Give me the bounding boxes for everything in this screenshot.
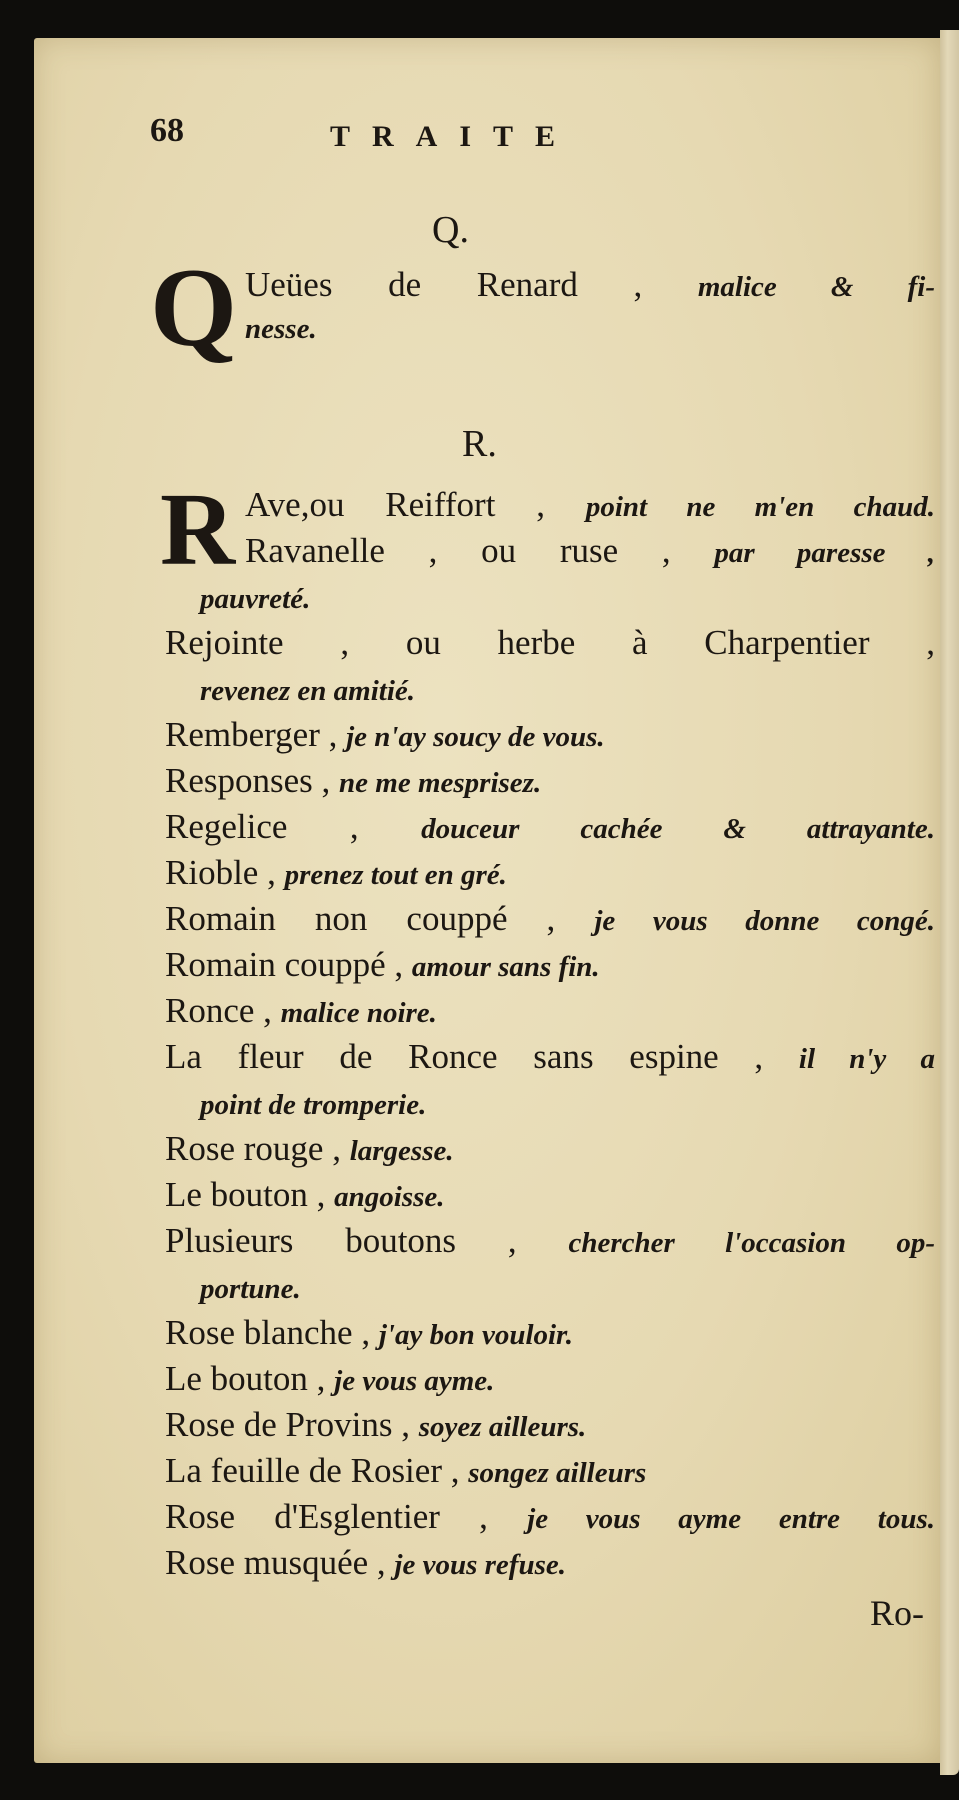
entry-meaning: par paresse ,	[714, 537, 936, 569]
entry-meaning: largesse.	[349, 1135, 454, 1167]
entry-meaning: je vous ayme entre tous.	[527, 1503, 936, 1535]
entry-plant-name: Rose de Provins ,	[165, 1405, 419, 1444]
entry-meaning: je vous ayme.	[334, 1365, 495, 1397]
entry-line	[165, 712, 935, 760]
entry-plant-name: Responses ,	[165, 761, 340, 800]
entry-line	[200, 666, 700, 714]
entry-line	[165, 988, 935, 1036]
entry-line	[165, 1448, 935, 1496]
entry-meaning: point de tromperie.	[200, 1089, 427, 1121]
entry-plant-name: Ueües de Renard ,	[245, 265, 698, 304]
entry-meaning: je n'ay soucy de vous.	[346, 721, 605, 753]
entry-plant-name: Le bouton ,	[165, 1359, 335, 1398]
entry-plant-name: Le bouton ,	[165, 1175, 335, 1214]
entry-line	[165, 1034, 935, 1082]
entry-line	[245, 262, 935, 310]
entry-meaning: angoisse.	[334, 1181, 445, 1213]
entry-meaning: nesse.	[245, 313, 317, 345]
entry-meaning: prenez tout en gré.	[284, 859, 507, 891]
page-number: 68	[150, 112, 184, 149]
entry-line	[200, 1264, 500, 1312]
entry-meaning: malice & fi-	[697, 271, 935, 303]
entry-meaning: je vous donne congé.	[594, 905, 936, 937]
section-heading-r: R.	[462, 423, 497, 465]
entry-meaning: chercher l'occasion op-	[568, 1227, 935, 1259]
entry-line	[165, 758, 935, 806]
entry-line	[165, 1540, 935, 1588]
entry-line	[165, 1310, 935, 1358]
entry-line	[165, 1218, 935, 1266]
entry-plant-name: La fleur de Ronce sans espine ,	[165, 1037, 799, 1076]
entry-meaning: soyez ailleurs.	[418, 1411, 587, 1443]
entry-line	[165, 1126, 935, 1174]
entry-meaning: pauvreté.	[200, 583, 311, 615]
next-page-edge	[940, 30, 959, 1775]
entry-plant-name: Ave,ou Reiffort ,	[245, 485, 586, 524]
entry-plant-name: Remberger ,	[165, 715, 347, 754]
entry-plant-name: Rejointe , ou herbe à Charpentier ,	[165, 623, 935, 662]
entry-line	[200, 1080, 700, 1128]
entry-meaning: il n'y a	[798, 1043, 936, 1075]
entry-plant-name: Ravanelle , ou ruse ,	[245, 531, 715, 570]
entry-meaning: revenez en amitié.	[200, 675, 416, 707]
drop-cap-q: Q	[150, 246, 238, 370]
entry-line	[165, 1356, 935, 1404]
entry-meaning: ne me mesprisez.	[339, 767, 542, 799]
entry-line	[165, 804, 935, 852]
entry-meaning: je vous refuse.	[394, 1549, 566, 1581]
entry-line	[165, 850, 935, 898]
entry-plant-name: Rioble ,	[165, 853, 285, 892]
entry-meaning: j'ay bon vouloir.	[378, 1319, 573, 1351]
entry-plant-name: Rose blanche ,	[165, 1313, 379, 1352]
entry-meaning: malice noire.	[280, 997, 437, 1029]
entry-plant-name: Rose rouge ,	[165, 1129, 350, 1168]
running-head: TRAITE	[330, 120, 578, 153]
entry-meaning: amour sans fin.	[411, 951, 600, 983]
entry-plant-name: Romain couppé ,	[165, 945, 412, 984]
entry-line	[200, 574, 700, 622]
entry-plant-name: Romain non couppé ,	[165, 899, 595, 938]
drop-cap-r: R	[160, 472, 236, 587]
entry-line	[245, 528, 935, 576]
entry-line	[165, 1402, 935, 1450]
entry-line	[165, 896, 935, 944]
section-heading-q: Q.	[432, 209, 469, 251]
entry-meaning: portune.	[200, 1273, 301, 1305]
entry-meaning: songez ailleurs	[468, 1457, 647, 1489]
entry-meaning: douceur cachée & attrayante.	[421, 813, 935, 845]
entry-line	[165, 620, 935, 668]
entry-plant-name: Rose d'Esglentier ,	[165, 1497, 528, 1536]
entry-line	[165, 1172, 935, 1220]
entry-line	[245, 482, 935, 530]
entry-plant-name: La feuille de Rosier ,	[165, 1451, 469, 1490]
entry-plant-name: Regelice ,	[165, 807, 422, 846]
entry-plant-name: Plusieurs boutons ,	[165, 1221, 569, 1260]
entry-line	[165, 942, 935, 990]
entry-line	[245, 304, 545, 352]
entry-meaning: point ne m'en chaud.	[585, 491, 935, 523]
entry-plant-name: Ronce ,	[165, 991, 281, 1030]
entry-plant-name: Rose musquée ,	[165, 1543, 395, 1582]
entry-line	[165, 1494, 935, 1542]
catchword: Ro-	[870, 1593, 924, 1633]
